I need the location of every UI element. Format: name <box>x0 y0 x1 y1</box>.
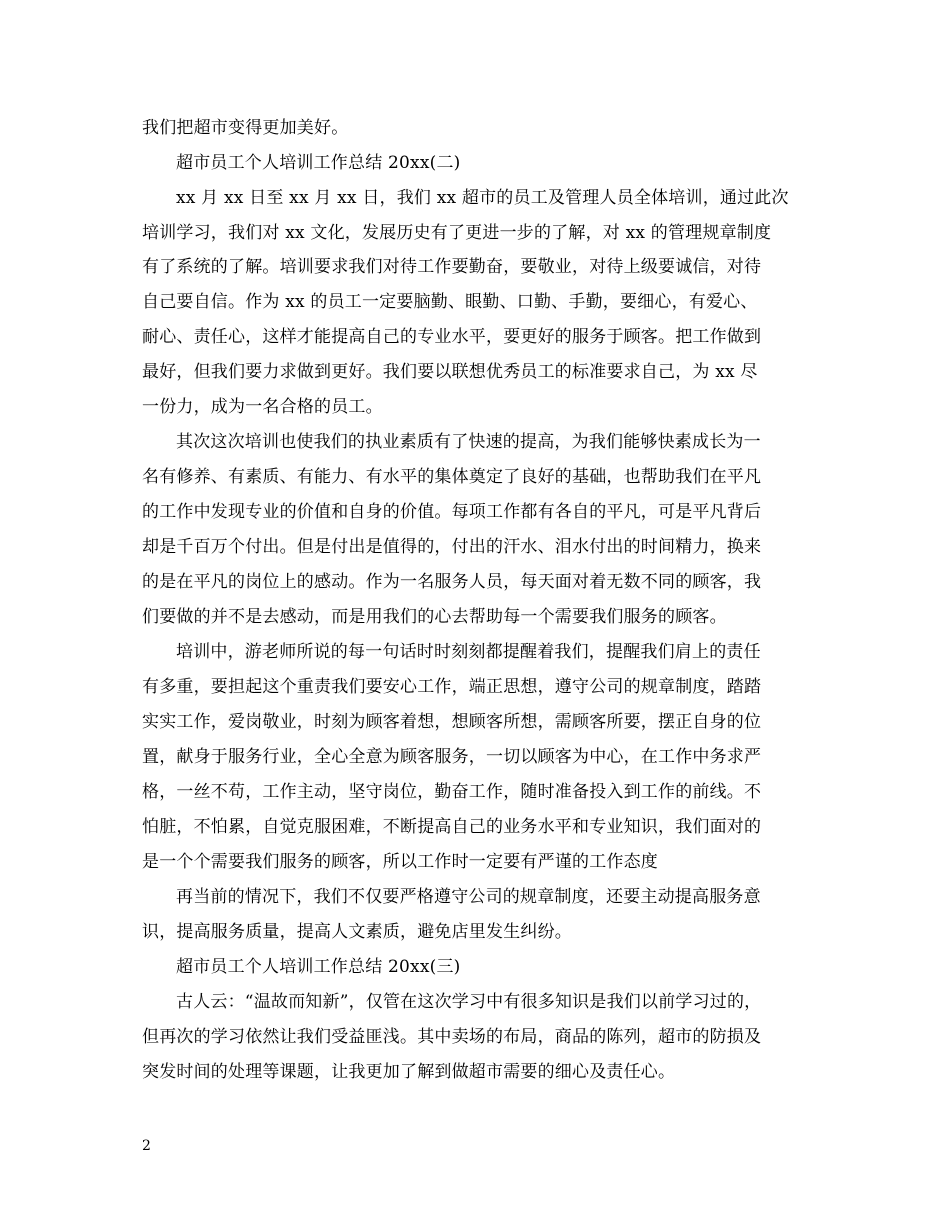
text-line: 突发时间的处理等课题，让我更加了解到做超市需要的细心及责任心。 <box>142 1062 676 1082</box>
text-line: 耐心、责任心，这样才能提高自己的专业水平，要更好的服务于顾客。把工作做到 <box>142 327 762 347</box>
text-line: 是一个个需要我们服务的顾客，所以工作时一定要有严谨的工作态度 <box>142 852 658 872</box>
text-line: xx 月 xx 日至 xx 月 xx 日，我们 xx 超市的员工及管理人员全体培训，通过此次 <box>176 188 789 208</box>
text-line: 的工作中发现专业的价值和自身的价值。每项工作都有各自的平凡，可是平凡背后 <box>142 502 762 522</box>
text-line: 有了系统的了解。培训要求我们对待工作要勤奋，要敬业，对待上级要诚信，对待 <box>142 257 762 277</box>
text-line: 有多重，要担起这个重责我们要安心工作，端正思想，遵守公司的规章制度，踏踏 <box>142 677 762 697</box>
text-line: 其次这次培训也使我们的执业素质有了快速的提高，为我们能够快素成长为一 <box>176 432 761 452</box>
text-line: 的是在平凡的岗位上的感动。作为一名服务人员，每天面对着无数不同的顾客，我 <box>142 572 762 592</box>
text-line: 古人云：“温故而知新”，仅管在这次学习中有很多知识是我们以前学习过的， <box>176 992 762 1012</box>
page-number: 2 <box>142 1138 151 1154</box>
text-line: 我们把超市变得更加美好。 <box>142 118 349 138</box>
text-line: 再当前的情况下，我们不仅要严格遵守公司的规章制度，还要主动提高服务意 <box>176 887 761 907</box>
text-line: 培训学习，我们对 xx 文化，发展历史有了更进一步的了解，对 xx 的管理规章制度 <box>142 223 772 243</box>
text-line: 格，一丝不苟，工作主动，坚守岗位，勤奋工作，随时准备投入到工作的前线。不 <box>142 782 762 802</box>
text-line: 却是千百万个付出。但是付出是值得的，付出的汗水、泪水付出的时间精力，换来 <box>142 537 762 557</box>
text-line: 怕脏，不怕累，自觉克服困难，不断提高自己的业务水平和专业知识，我们面对的 <box>142 817 762 837</box>
section-heading: 超市员工个人培训工作总结 20xx(三) <box>176 957 461 977</box>
text-line: 名有修养、有素质、有能力、有水平的集体奠定了良好的基础，也帮助我们在平凡 <box>142 467 762 487</box>
text-line: 培训中，游老师所说的每一句话时时刻刻都提醒着我们，提醒我们肩上的责任 <box>176 642 761 662</box>
text-line: 识，提高服务质量，提高人文素质，避免店里发生纠纷。 <box>142 922 572 942</box>
text-line: 置，献身于服务行业，全心全意为顾客服务，一切以顾客为中心，在工作中务求严 <box>142 747 762 767</box>
text-line: 一份力，成为一名合格的员工。 <box>142 397 383 417</box>
section-heading: 超市员工个人培训工作总结 20xx(二) <box>176 153 461 173</box>
text-line: 但再次的学习依然让我们受益匪浅。其中卖场的布局，商品的陈列，超市的防损及 <box>142 1027 762 1047</box>
text-line: 们要做的并不是去感动，而是用我们的心去帮助每一个需要我们服务的顾客。 <box>142 607 727 627</box>
text-line: 实实工作，爱岗敬业，时刻为顾客着想，想顾客所想，需顾客所要，摆正自身的位 <box>142 712 762 732</box>
text-line: 自己要自信。作为 xx 的员工一定要脑勤、眼勤、口勤、手勤，要细心，有爱心、 <box>142 292 758 312</box>
text-line: 最好，但我们要力求做到更好。我们要以联想优秀员工的标准要求自己，为 xx 尽 <box>142 362 758 382</box>
